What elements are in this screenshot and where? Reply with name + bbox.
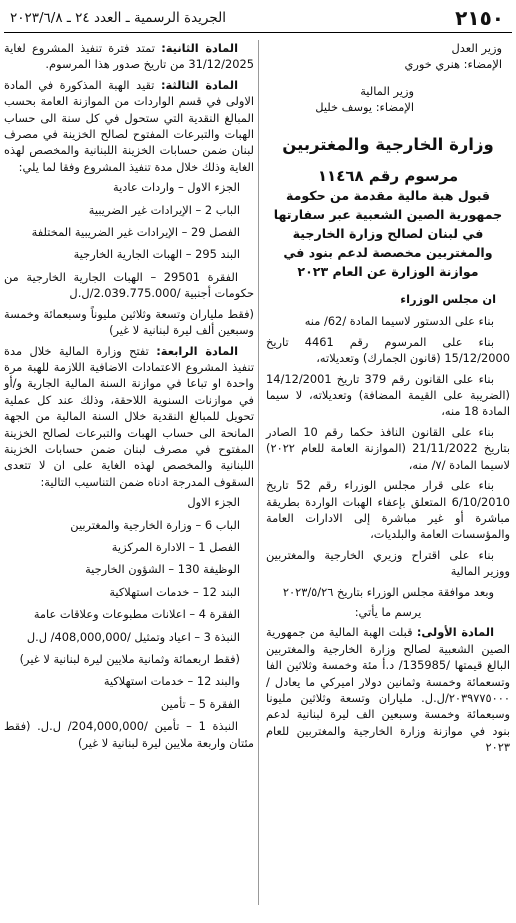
allocation-line: الباب 6 – وزارة الخارجية والمغتربين [70,517,240,532]
budget-line: الجزء الاول – واردات عادية [113,180,240,195]
budget-line: الباب 2 – الإيرادات غير الضريبية [88,202,240,217]
budget-line: الفصل 29 – الإيرادات غير الضريبية المختلفة [31,225,240,240]
signature-justice [266,40,510,73]
allocation-line: الوظيفة 130 – الشؤون الخارجية [85,562,240,577]
preamble-item: بناء على قرار مجلس الوزراء رقم 52 تاريخ 6/10/2010 المتعلق بإعفاء الهبات الواردة بطريقة مباشرة أو غير مباشرة إلى الادارات العامة والمؤسسات العامة والبلديات، [266,478,510,542]
justice-minister-signature: الإمضاء: هنري خوري [404,57,502,72]
article-2-label: المادة الثانية: [161,41,238,55]
budget-clause: الفقرة 29501 – الهبات الجارية الخارجية من حكومات أجنبية /2.039.775.000/ل.ل [4,269,254,301]
allocation-line: الفقرة 4 – اعلانات مطبوعات وعلاقات عامة [33,607,240,622]
justice-minister-title: وزير العدل [451,41,502,55]
right-column [266,40,510,760]
finance-minister-title: وزير المالية [360,83,414,98]
amount-in-words: (فقط ملياران وتسعة وثلاثين مليوناً وسبعمائة وخمسة وسبعين ألف ليرة لبنانية لا غير) [4,306,254,338]
allocation-line: (فقط اربعمائة وثمانية ملايين ليرة لبنانية لا غير) [19,652,240,666]
ministry-heading: وزارة الخارجية والمغتربين [282,134,494,154]
publication-title: الجريدة الرسمية ـ العدد ٢٤ ـ ٢٠٢٣/٦/٨ [10,10,226,26]
allocation-line: البند 12 – خدمات استهلاكية [109,584,240,599]
column-divider [258,40,259,905]
article-4 [4,343,254,491]
article-2 [4,40,254,73]
decree-title: قبول هبة مالية مقدمة من حكومة جمهورية الصين الشعبية عبر سفارتها في لبنان لصالح وزارة الخارجية والمغتربين مخصصة لدعم بنود في موازنة الوزارة عن العام ٢٠٢٣ [273,188,503,280]
preamble-item: وبعد موافقة مجلس الوزراء بتاريخ ٢٠٢٣/٥/٢٦ [282,584,494,599]
article-1-text: قبلت الهبة المالية من جمهورية الصين الشعبية لصالح وزارة الخارجية والمغتربين البالغ قيمتها /135985/ د.أ مئة وخمسة وثلاثين الفا وتسعمائة وخمسة وثمانين دولار اميركي ما يعادل /٢٠٣٩٧٧٥٠٠٠/ل.ل. ملياران وتسعة وثلاثين مليونا وسبعمائة وخمسة وسبعين الف ليرة لبنانية لدعم بنود في موازنة وزارة الخارجية والمغتربين للعام ٢٠٢٣ [266,625,510,755]
allocation-line: والبند 12 – خدمات استهلاكية [103,674,240,689]
allocation-line: الفقرة 5 – تأمين [160,696,240,711]
allocation-line: النبذة 3 – اعياد وتمثيل /408,000,000/ ل.ل [26,629,240,644]
allocation-last: النبذة 1 – تأمين /204,000,000/ ل.ل. (فقط مئتان واربعة ملايين ليرة لبنانية لا غير) [4,719,254,750]
preamble-item: بناء على القانون رقم 379 تاريخ 14/12/2001 (الضريبة على القيمة المضافة) وتعديلاته، لا سيما المادة 18 منه، [266,371,510,419]
finance-minister-signature: الإمضاء: يوسف خليل [315,100,414,115]
article-4-label: المادة الرابعة: [156,343,238,358]
allocation-line: الجزء الاول [187,495,240,510]
article-2-text: تمتد فترة تنفيذ المشروع لغاية 31/12/2025 من تاريخ صدور هذا المرسوم. [4,41,254,72]
article-4-text: تفتح وزارة المالية خلال مدة تنفيذ المشروع الاعتمادات الاضافية اللازمة للهبة مرة واحدة او تباعا في موازنة السنة المالية الجارية و/أو في موازنات السنوية اللاحقة، وذلك عند كل عملية تحويل للمبالغ النقدية خلال السنة المالية من الجهة المانحة الى حساب الهبات والتبرعات لصالح الخزينة المفتوح في مصرف لبنان ضمن حسابات الخزينة اللبنانية والمخصص لهذه الغاية على ان لا تتعدى السقوف المدرجة ادناه ضمن التناسيب التالية: [4,343,254,489]
decree-number: مرسوم رقم ١١٤٦٨ [317,166,459,185]
preamble-item: بناء على اقتراح وزيري الخارجية والمغتربين ووزير المالية [266,547,510,579]
preamble-item: بناء على القانون النافذ حكما رقم 10 الصادر بتاريخ 21/11/2022 (الموازنة العامة للعام ٢٠٢٢) لاسيما المادة /٧/ منه، [266,424,510,472]
signature-finance [266,83,510,116]
preamble-item: بناء على الدستور لاسيما المادة /62/ منه [304,314,494,329]
article-3-text: تقيد الهبة المذكورة في المادة الاولى في قسم الواردات من الموازنة العامة بحسب المبالغ النقدية التي ستحول في كل سنة الى حساب الهبات والتبرعات المفتوح لصالح الخزينة في مصرف لبنان ضمن حسابات الخزينة اللبنانية والمخصص لهذه الغاية وذلك خلال مدة تنفيذ المشروع وفقا لما يلي: [4,77,254,174]
preamble-item: بناء على المرسوم رقم 4461 تاريخ 15/12/2000 (قانون الجمارك) وتعديلاته، [266,334,510,366]
budget-line: البند 295 – الهبات الجارية الخارجية [73,247,240,262]
article-3-label: المادة الثالثة: [160,77,238,92]
article-3 [4,77,254,175]
decrees-line: يرسم ما يأتي: [354,604,422,619]
allocation-line: الفصل 1 – الادارة المركزية [111,539,240,554]
page-number: ٢١٥٠ [455,6,504,30]
left-column [4,40,254,755]
article-1 [266,624,510,755]
council-line: ان مجلس الوزراء [400,292,496,307]
article-1-label: المادة الأولى: [416,625,494,640]
page-header [4,4,512,33]
